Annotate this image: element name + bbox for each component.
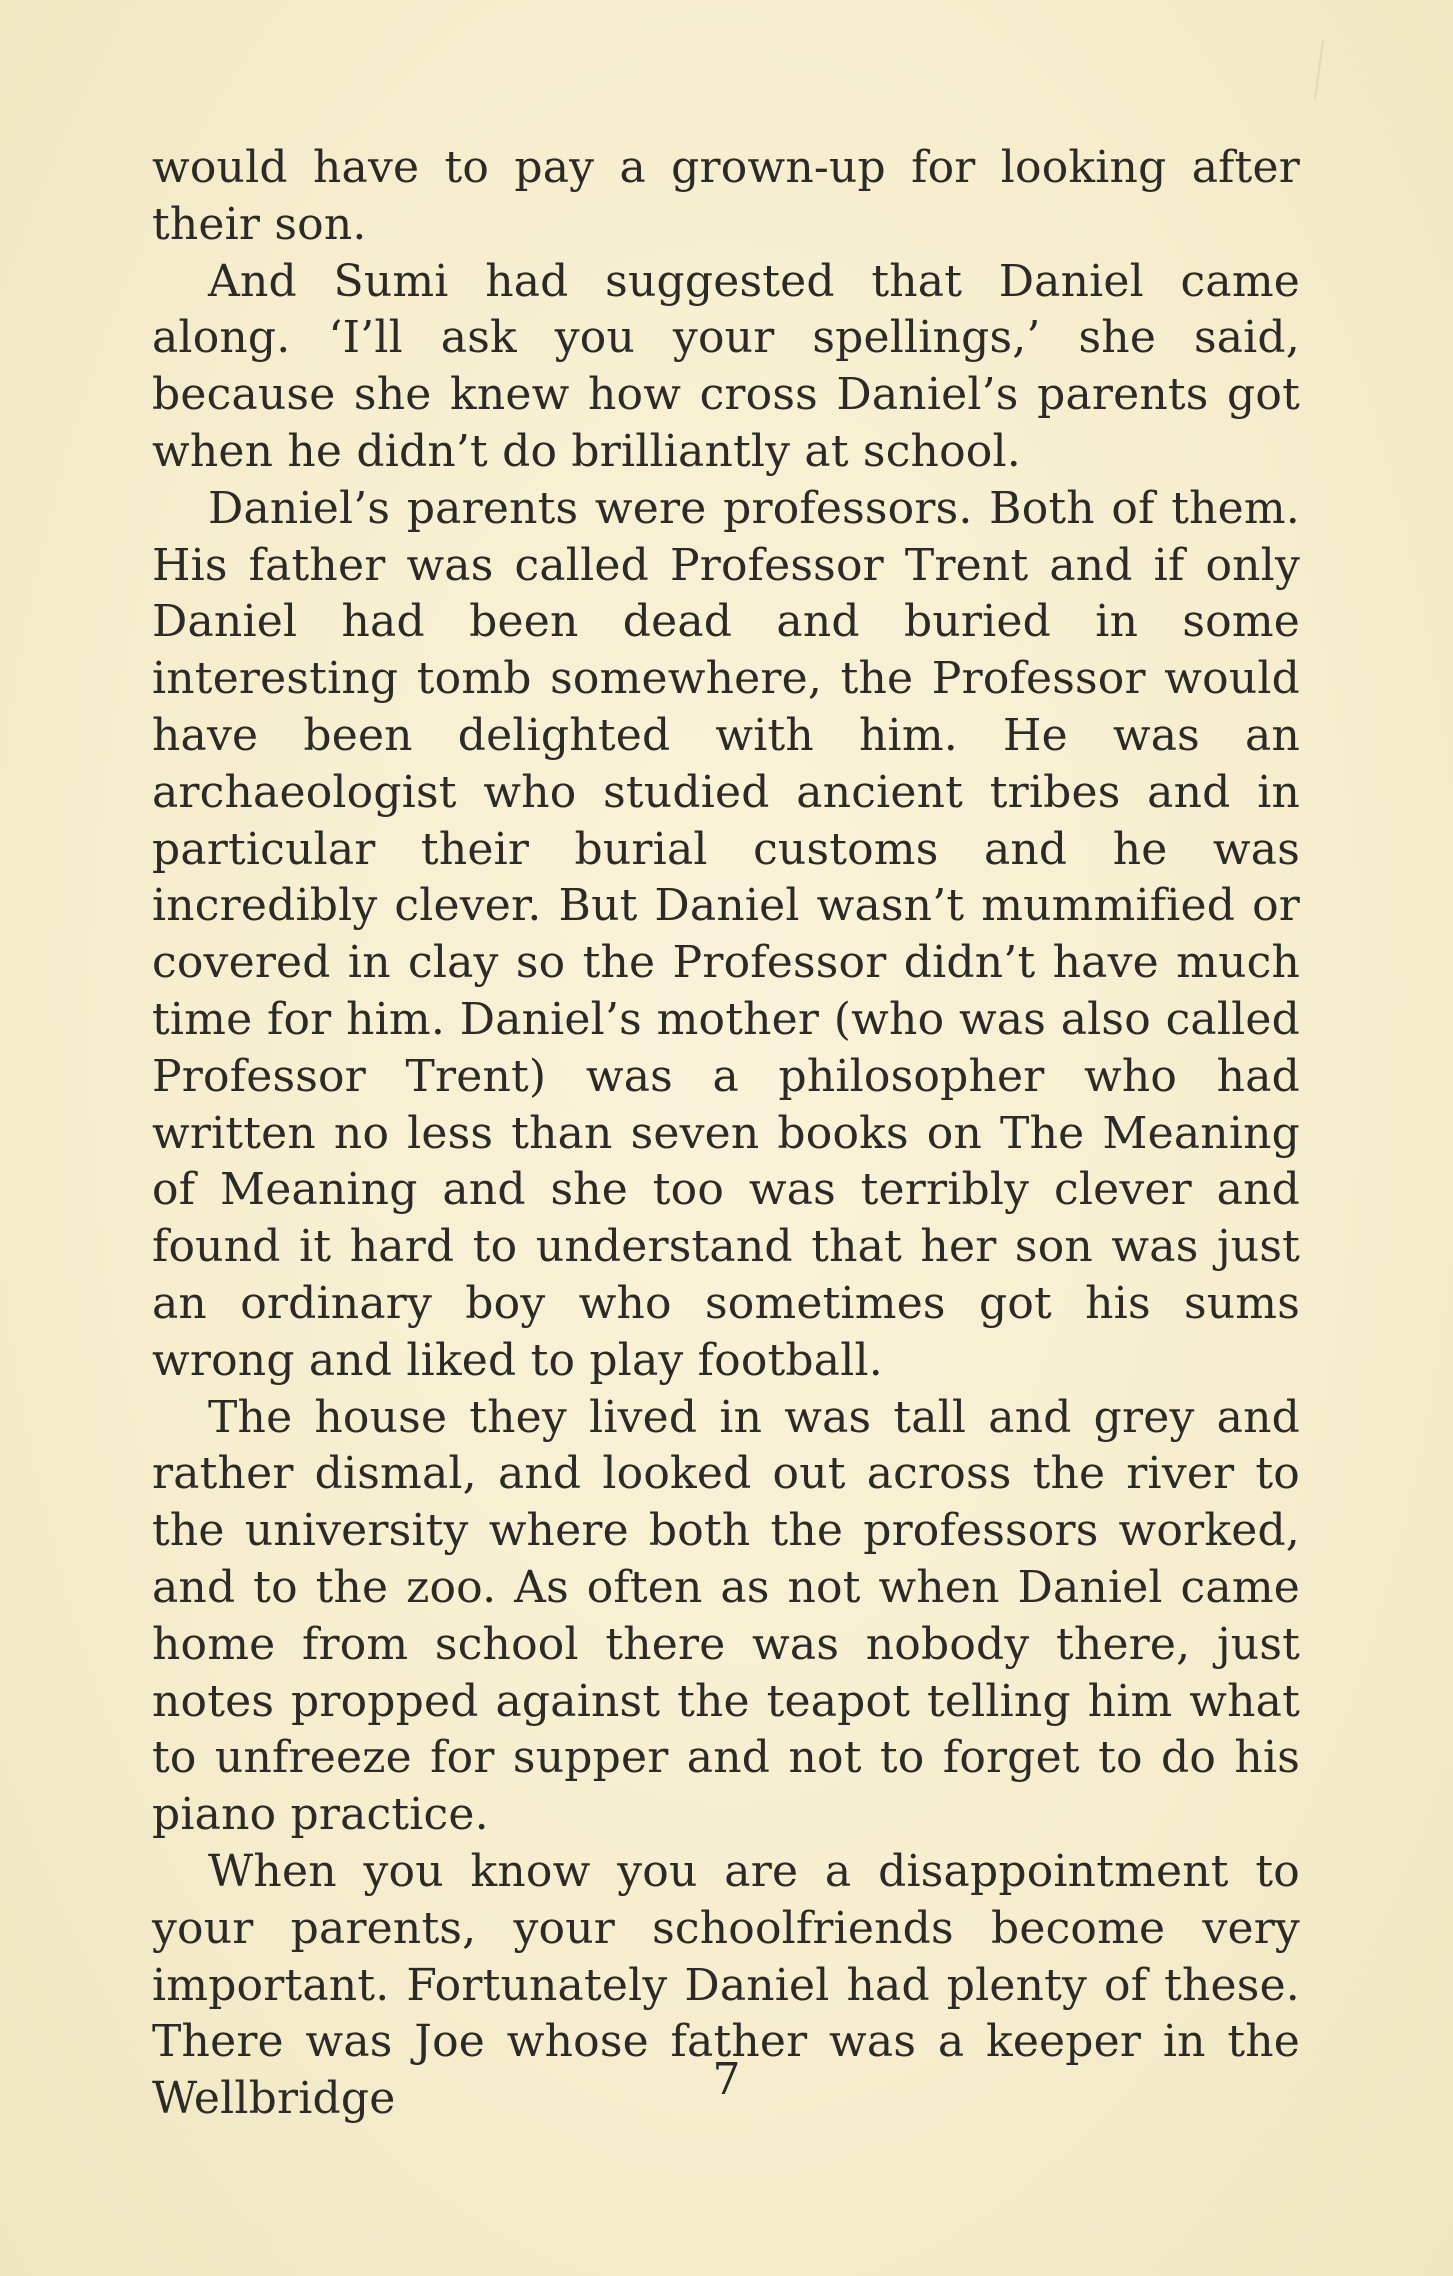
page-number: 7	[712, 2054, 741, 2105]
paragraph-sumi-spellings: And Sumi had suggested that Daniel came along. ‘I’ll ask you your spellings,’ she said, because she knew how cross Daniel’s parents got when he didn’t do brilliantly at school.	[152, 255, 1300, 477]
paragraph-house: The house they lived in was tall and grey and rather dismal, and looked out across the river to the university where both the professors worked, and to the zoo. As often as not when Daniel came home from school there was nobody there, just notes propped against the teapot telling him what to unfreeze for supper and not to forget to do his piano practice.	[152, 1391, 1300, 1841]
paragraph-schoolfriends: When you know you are a disappointment to your parents, your schoolfriends become very important. Fortunately Daniel had plenty of these. There was Joe whose father was a keeper in the Wellbridge	[152, 1845, 1300, 2125]
paragraph-professors: Daniel’s parents were professors. Both of them. His father was called Professor Trent and if only Daniel had been dead and buried in some interesting tomb somewhere, the Professor would have been delighted with him. He was an archaeologist who studied ancient tribes and in particular their burial customs and he was incredibly clever. But Daniel wasn’t mummified or covered in clay so the Professor didn’t have much time for him. Daniel’s mother (who was also called Professor Trent) was a philosopher who had written no less than seven books on The Meaning of Meaning and she too was terribly clever and found it hard to understand that her son was just an ordinary boy who sometimes got his sums wrong and liked to play football.	[152, 482, 1300, 1386]
paper-crease	[1314, 40, 1324, 100]
body-text	[152, 140, 1300, 2128]
paragraph-continued: would have to pay a grown-up for looking after their son.	[152, 142, 1300, 250]
